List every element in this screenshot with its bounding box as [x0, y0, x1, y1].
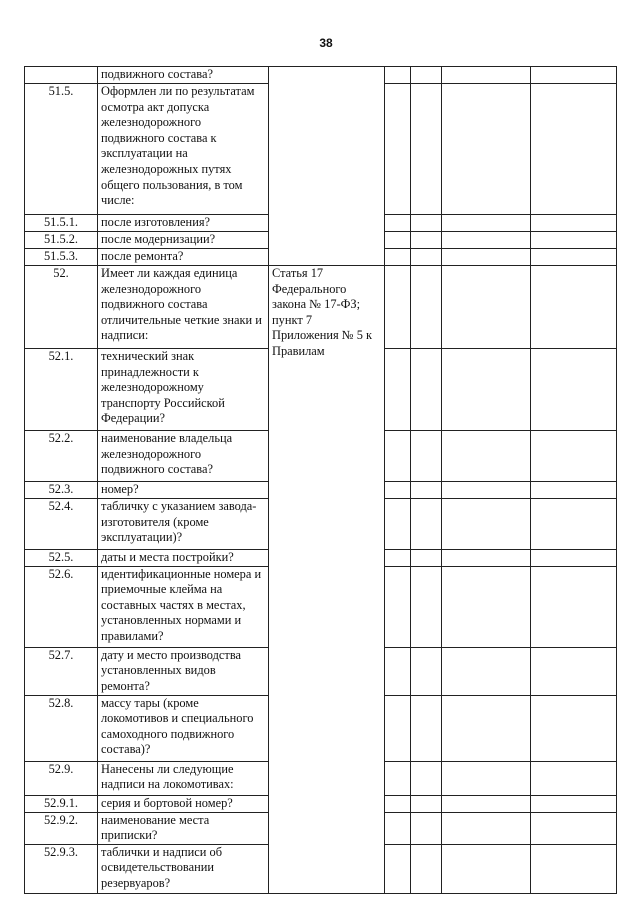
question-text: идентификационные номера и приемочные клейма на составных частях в местах, установленных нормами и правилами?	[98, 566, 269, 647]
question-text: номер?	[98, 482, 269, 499]
question-text: после изготовления?	[98, 215, 269, 232]
row-number: 52.	[25, 266, 98, 349]
row-number: 52.2.	[25, 431, 98, 482]
question-text: Оформлен ли по результатам осмотра акт допуска железнодорожного подвижного состава к эксплуатации на железнодорожных путях общего пользования, в том числе:	[98, 84, 269, 215]
law-reference-cell-empty	[269, 67, 385, 266]
answer-no-cell	[411, 695, 442, 761]
note-cell	[531, 482, 617, 499]
answer-no-cell	[411, 482, 442, 499]
question-text: Нанесены ли следующие надписи на локомотивах:	[98, 761, 269, 795]
row-number: 52.3.	[25, 482, 98, 499]
answer-no-cell	[411, 499, 442, 550]
question-text: подвижного состава?	[98, 67, 269, 84]
answer-yes-cell	[385, 431, 411, 482]
note-cell	[531, 232, 617, 249]
row-number: 52.7.	[25, 647, 98, 695]
answer-yes-cell	[385, 550, 411, 567]
answer-yes-cell	[385, 84, 411, 215]
answer-yes-cell	[385, 844, 411, 893]
answer-na-cell	[442, 695, 531, 761]
row-number: 51.5.2.	[25, 232, 98, 249]
answer-na-cell	[442, 550, 531, 567]
answer-na-cell	[442, 349, 531, 431]
note-cell	[531, 566, 617, 647]
answer-na-cell	[442, 566, 531, 647]
row-number: 51.5.1.	[25, 215, 98, 232]
answer-na-cell	[442, 249, 531, 266]
question-text: наименование владельца железнодорожного подвижного состава?	[98, 431, 269, 482]
answer-yes-cell	[385, 249, 411, 266]
answer-yes-cell	[385, 232, 411, 249]
row-number: 52.6.	[25, 566, 98, 647]
question-text: таблички и надписи об освидетельствовании резервуаров?	[98, 844, 269, 893]
answer-na-cell	[442, 84, 531, 215]
answer-yes-cell	[385, 215, 411, 232]
answer-na-cell	[442, 431, 531, 482]
note-cell	[531, 349, 617, 431]
answer-na-cell	[442, 499, 531, 550]
answer-no-cell	[411, 431, 442, 482]
note-cell	[531, 431, 617, 482]
answer-yes-cell	[385, 566, 411, 647]
note-cell	[531, 695, 617, 761]
question-text: технический знак принадлежности к железнодорожному транспорту Российской Федерации?	[98, 349, 269, 431]
note-cell	[531, 844, 617, 893]
answer-no-cell	[411, 812, 442, 844]
answer-yes-cell	[385, 349, 411, 431]
answer-na-cell	[442, 215, 531, 232]
question-text: после модернизации?	[98, 232, 269, 249]
answer-yes-cell	[385, 266, 411, 349]
answer-no-cell	[411, 67, 442, 84]
note-cell	[531, 249, 617, 266]
law-reference: Статья 17 Федерального закона № 17-ФЗ; пункт 7 Приложения № 5 к Правилам	[269, 266, 385, 894]
answer-no-cell	[411, 232, 442, 249]
row-number: 52.9.2.	[25, 812, 98, 844]
answer-no-cell	[411, 647, 442, 695]
note-cell	[531, 550, 617, 567]
answer-yes-cell	[385, 795, 411, 812]
answer-no-cell	[411, 84, 442, 215]
answer-no-cell	[411, 550, 442, 567]
answer-no-cell	[411, 844, 442, 893]
row-number: 52.5.	[25, 550, 98, 567]
question-text: дату и место производства установленных видов ремонта?	[98, 647, 269, 695]
note-cell	[531, 499, 617, 550]
answer-na-cell	[442, 266, 531, 349]
question-text: массу тары (кроме локомотивов и специального самоходного подвижного состава)?	[98, 695, 269, 761]
answer-na-cell	[442, 844, 531, 893]
question-text: даты и места постройки?	[98, 550, 269, 567]
answer-na-cell	[442, 232, 531, 249]
row-number: 52.8.	[25, 695, 98, 761]
row-number: 52.4.	[25, 499, 98, 550]
answer-no-cell	[411, 349, 442, 431]
row-number: 52.9.	[25, 761, 98, 795]
answer-no-cell	[411, 566, 442, 647]
answer-yes-cell	[385, 812, 411, 844]
note-cell	[531, 215, 617, 232]
note-cell	[531, 266, 617, 349]
question-text: табличку с указанием завода-изготовителя (кроме эксплуатации)?	[98, 499, 269, 550]
row-number: 51.5.	[25, 84, 98, 215]
answer-no-cell	[411, 249, 442, 266]
answer-yes-cell	[385, 761, 411, 795]
answer-na-cell	[442, 812, 531, 844]
answer-na-cell	[442, 67, 531, 84]
note-cell	[531, 761, 617, 795]
note-cell	[531, 795, 617, 812]
row-number: 52.9.3.	[25, 844, 98, 893]
question-text: после ремонта?	[98, 249, 269, 266]
answer-yes-cell	[385, 67, 411, 84]
answer-na-cell	[442, 482, 531, 499]
answer-yes-cell	[385, 499, 411, 550]
question-text: серия и бортовой номер?	[98, 795, 269, 812]
note-cell	[531, 812, 617, 844]
question-text: наименование места приписки?	[98, 812, 269, 844]
answer-yes-cell	[385, 695, 411, 761]
answer-yes-cell	[385, 647, 411, 695]
table-row	[25, 266, 617, 349]
answer-no-cell	[411, 266, 442, 349]
note-cell	[531, 647, 617, 695]
page-number: 38	[319, 36, 333, 50]
answer-na-cell	[442, 647, 531, 695]
table-row	[25, 67, 617, 84]
answer-na-cell	[442, 795, 531, 812]
row-number: 51.5.3.	[25, 249, 98, 266]
row-number: 52.1.	[25, 349, 98, 431]
row-number: 52.9.1.	[25, 795, 98, 812]
answer-no-cell	[411, 761, 442, 795]
note-cell	[531, 67, 617, 84]
note-cell	[531, 84, 617, 215]
checklist-table	[24, 66, 617, 894]
answer-no-cell	[411, 795, 442, 812]
answer-yes-cell	[385, 482, 411, 499]
row-number	[25, 67, 98, 84]
answer-no-cell	[411, 215, 442, 232]
answer-na-cell	[442, 761, 531, 795]
question-text: Имеет ли каждая единица железнодорожного подвижного состава отличительные четкие знаки и надписи:	[98, 266, 269, 349]
